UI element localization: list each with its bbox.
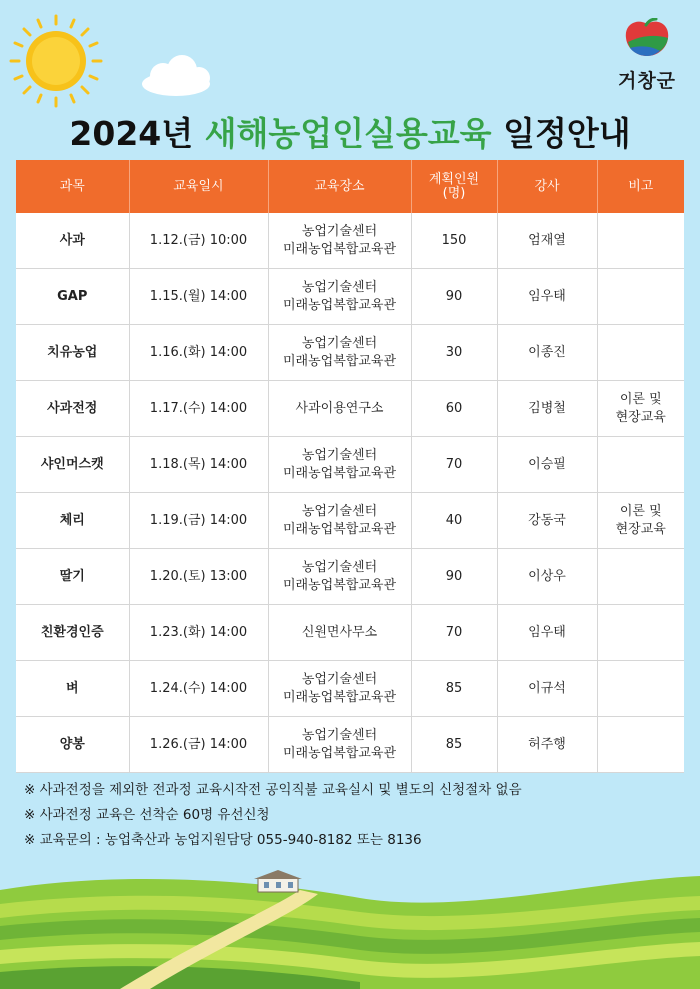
- cell-note: [597, 549, 684, 605]
- cell-subject: 양봉: [16, 717, 129, 773]
- farmhouse-icon: [254, 870, 302, 892]
- place-line-1: 농업기술센터: [301, 279, 378, 295]
- place-line-2: 미래농업복합교육관: [282, 689, 397, 705]
- table-row: [16, 661, 684, 717]
- place-line-1: 농업기술센터: [301, 223, 378, 239]
- cell-datetime: 1.24.(수) 14:00: [129, 661, 268, 717]
- cell-count: 85: [411, 717, 497, 773]
- place-line-2: 미래농업복합교육관: [282, 297, 397, 313]
- apple-emblem-icon: [622, 18, 672, 60]
- cell-place: [268, 325, 411, 381]
- place-line-1: 농업기술센터: [301, 335, 378, 351]
- cell-count: 70: [411, 437, 497, 493]
- cell-note: [597, 493, 684, 549]
- place-line-1: 농업기술센터: [301, 671, 378, 687]
- cell-subject: 친환경인증: [16, 605, 129, 661]
- cell-place: [268, 437, 411, 493]
- cell-subject: 딸기: [16, 549, 129, 605]
- cell-note: [597, 213, 684, 269]
- table-row: [16, 549, 684, 605]
- place-line-1: 농업기술센터: [301, 727, 378, 743]
- note-line-1: 이론 및: [619, 503, 662, 519]
- farm-landscape: [0, 860, 700, 989]
- cell-count: 30: [411, 325, 497, 381]
- note-item: ※ 사과전정을 제외한 전과정 교육시작전 공익직불 교육실시 및 별도의 신청절차 없음: [24, 782, 522, 798]
- cell-note: [597, 717, 684, 773]
- cell-subject: 사과: [16, 213, 129, 269]
- cell-instructor: 엄재열: [497, 213, 597, 269]
- note-line-1: 이론 및: [619, 391, 662, 407]
- table-row: [16, 213, 684, 269]
- cell-count: 85: [411, 661, 497, 717]
- cell-count: 60: [411, 381, 497, 437]
- note-line-2: 현장교육: [615, 409, 666, 425]
- table-row: [16, 493, 684, 549]
- table-row: [16, 269, 684, 325]
- notes-section: [24, 778, 522, 853]
- cell-note: [597, 381, 684, 437]
- cell-place: [268, 213, 411, 269]
- cell-note: [597, 269, 684, 325]
- header-subject: 과목: [16, 160, 129, 213]
- cell-subject: 치유농업: [16, 325, 129, 381]
- note-line-2: 현장교육: [615, 521, 666, 537]
- place-line-2: 미래농업복합교육관: [282, 353, 397, 369]
- cell-datetime: 1.23.(화) 14:00: [129, 605, 268, 661]
- cell-datetime: 1.16.(화) 14:00: [129, 325, 268, 381]
- place-line-2: 미래농업복합교육관: [282, 241, 397, 257]
- cell-instructor: 이상우: [497, 549, 597, 605]
- cell-instructor: 강동국: [497, 493, 597, 549]
- title-highlight: 새해농업인실용교육: [204, 114, 492, 153]
- table-header-row: [16, 160, 684, 213]
- county-name: 거창군: [617, 70, 677, 92]
- cell-count: 70: [411, 605, 497, 661]
- header-datetime: 교육일시: [129, 160, 268, 213]
- cell-instructor: 이규석: [497, 661, 597, 717]
- cell-place: [268, 269, 411, 325]
- cell-instructor: 김병철: [497, 381, 597, 437]
- cell-subject: 샤인머스캣: [16, 437, 129, 493]
- place-line-2: 미래농업복합교육관: [282, 465, 397, 481]
- cell-datetime: 1.12.(금) 10:00: [129, 213, 268, 269]
- cell-datetime: 1.17.(수) 14:00: [129, 381, 268, 437]
- note-item: ※ 사과전정 교육은 선착순 60명 유선신청: [24, 807, 270, 823]
- schedule-table: [16, 160, 684, 773]
- table-row: [16, 381, 684, 437]
- header-count: 계획인원 (명): [411, 160, 497, 213]
- cell-place: [268, 549, 411, 605]
- place-line-2: 미래농업복합교육관: [282, 745, 397, 761]
- place-line-2: 미래농업복합교육관: [282, 577, 397, 593]
- table-row: [16, 437, 684, 493]
- sun-icon: [11, 16, 101, 106]
- county-logo: [610, 18, 684, 93]
- cell-subject: GAP: [16, 269, 129, 325]
- cloud-icon: [142, 55, 210, 96]
- table-row: [16, 717, 684, 773]
- place-line-1: 사과이용연구소: [295, 400, 384, 416]
- cell-subject: 사과전정: [16, 381, 129, 437]
- place-line-1: 농업기술센터: [301, 503, 378, 519]
- cell-datetime: 1.19.(금) 14:00: [129, 493, 268, 549]
- page-title: [0, 108, 700, 155]
- cell-datetime: 1.18.(목) 14:00: [129, 437, 268, 493]
- cell-count: 150: [411, 213, 497, 269]
- cell-place: [268, 605, 411, 661]
- cell-place: [268, 493, 411, 549]
- cell-instructor: 이승필: [497, 437, 597, 493]
- title-year: 2024년: [69, 114, 194, 153]
- header-note: 비고: [597, 160, 684, 213]
- cell-subject: 벼: [16, 661, 129, 717]
- cell-subject: 체리: [16, 493, 129, 549]
- place-line-1: 농업기술센터: [301, 559, 378, 575]
- place-line-2: 미래농업복합교육관: [282, 521, 397, 537]
- cell-datetime: 1.26.(금) 14:00: [129, 717, 268, 773]
- note-item: ※ 교육문의 : 농업축산과 농업지원담당 055-940-8182 또는 8136: [24, 832, 422, 848]
- cell-instructor: 임우태: [497, 269, 597, 325]
- cell-datetime: 1.20.(토) 13:00: [129, 549, 268, 605]
- table-row: [16, 605, 684, 661]
- cell-note: [597, 437, 684, 493]
- place-line-1: 신원면사무소: [301, 624, 378, 640]
- table-row: [16, 325, 684, 381]
- cell-note: [597, 605, 684, 661]
- cell-place: [268, 717, 411, 773]
- cell-place: [268, 381, 411, 437]
- cell-count: 90: [411, 269, 497, 325]
- header-instructor: 강사: [497, 160, 597, 213]
- cell-instructor: 임우태: [497, 605, 597, 661]
- header-place: 교육장소: [268, 160, 411, 213]
- cell-count: 40: [411, 493, 497, 549]
- cell-datetime: 1.15.(월) 14:00: [129, 269, 268, 325]
- cell-instructor: 이종진: [497, 325, 597, 381]
- place-line-1: 농업기술센터: [301, 447, 378, 463]
- cell-note: [597, 325, 684, 381]
- cell-instructor: 허주행: [497, 717, 597, 773]
- title-rest: 일정안내: [503, 114, 631, 153]
- cell-place: [268, 661, 411, 717]
- cell-count: 90: [411, 549, 497, 605]
- cell-note: [597, 661, 684, 717]
